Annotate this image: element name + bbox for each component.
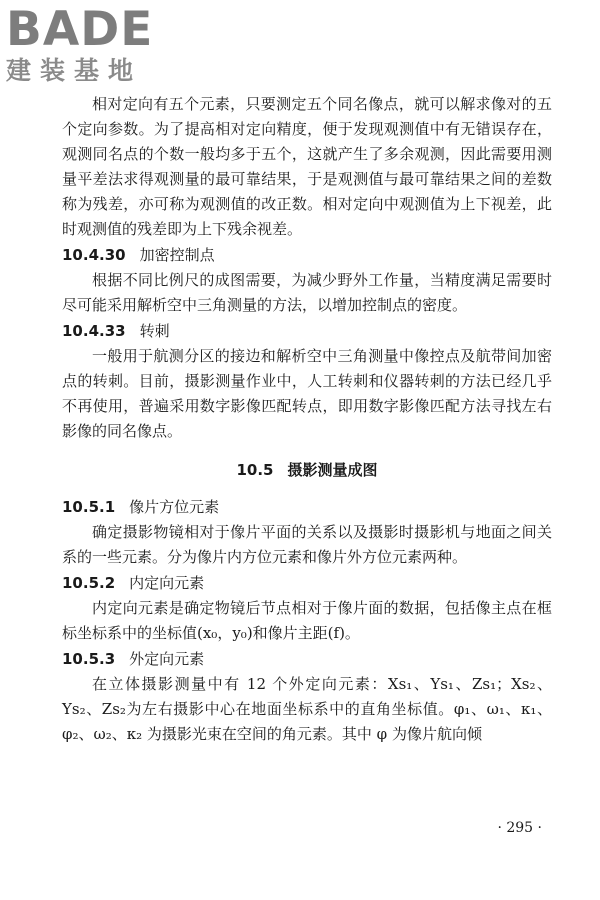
publisher-logo <box>6 2 181 86</box>
paragraph-orientation-elements: 确定摄影物镜相对于像片平面的关系以及摄影时摄影机与地面之间关系的一些元素。分为像片内方位元素和像片外方位元素两种。 <box>62 523 552 566</box>
paragraph-interior-orientation: 内定向元素是确定物镜后节点相对于像片面的数据，包括像主点在框标坐标系中的坐标值(x₀，y₀)和像片主距(f)。 <box>62 599 552 642</box>
entry-title: 转刺 <box>139 322 170 340</box>
entry-heading-10-4-33 <box>62 319 552 344</box>
logo-subtitle-text: 建装基地 <box>6 56 143 85</box>
entry-title: 加密控制点 <box>139 246 215 264</box>
section-title-text: 摄影测量成图 <box>287 461 378 479</box>
entry-number: 10.4.33 <box>62 322 126 340</box>
entry-heading-10-4-30 <box>62 243 552 268</box>
logo-brand-text: BADE <box>6 2 154 57</box>
entry-heading-10-5-2 <box>62 571 552 596</box>
page-body <box>62 92 552 747</box>
entry-title: 像片方位元素 <box>129 498 220 516</box>
entry-number: 10.5.3 <box>62 650 116 668</box>
paragraph-point-transfer: 一般用于航测分区的接边和解析空中三角测量中像控点及航带间加密点的转刺。目前，摄影测量作业中，人工转刺和仪器转刺的方法已经几乎不再使用，普遍采用数字影像匹配转点，即用数字影像匹配方法寻找左右影像的同名像点。 <box>62 347 552 440</box>
section-heading-10-5 <box>62 458 552 483</box>
entry-number: 10.5.1 <box>62 498 116 516</box>
entry-heading-10-5-3 <box>62 647 552 672</box>
entry-heading-10-5-1 <box>62 495 552 520</box>
entry-number: 10.4.30 <box>62 246 126 264</box>
paragraph-control-densification: 根据不同比例尺的成图需要，为减少野外工作量，当精度满足需要时尽可能采用解析空中三角测量的方法，以增加控制点的密度。 <box>62 271 552 314</box>
section-number: 10.5 <box>236 461 274 479</box>
entry-title: 内定向元素 <box>129 574 205 592</box>
entry-title: 外定向元素 <box>129 650 205 668</box>
page-number: · 295 · <box>497 820 542 836</box>
paragraph-exterior-orientation: 在立体摄影测量中有 12 个外定向元素：Xs₁、Ys₁、Zs₁；Xs₂、Ys₂、Zs₂为左右摄影中心在地面坐标系中的直角坐标值。φ₁、ω₁、κ₁、φ₂、ω₂、κ₂ 为摄影光束在空间的角元素。其中 φ 为像片航向倾 <box>62 675 552 743</box>
entry-number: 10.5.2 <box>62 574 116 592</box>
paragraph-relative-orientation: 相对定向有五个元素，只要测定五个同名像点，就可以解求像对的五个定向参数。为了提高相对定向精度，便于发现观测值中有无错误存在，观测同名点的个数一般均多于五个，这就产生了多余观测，因此需要用测量平差法求得观测量的最可靠结果，于是观测值与最可靠结果之间的差数称为残差，亦可称为观测值的改正数。相对定向中观测值为上下视差，此时观测值的残差即为上下残余视差。 <box>62 95 552 238</box>
